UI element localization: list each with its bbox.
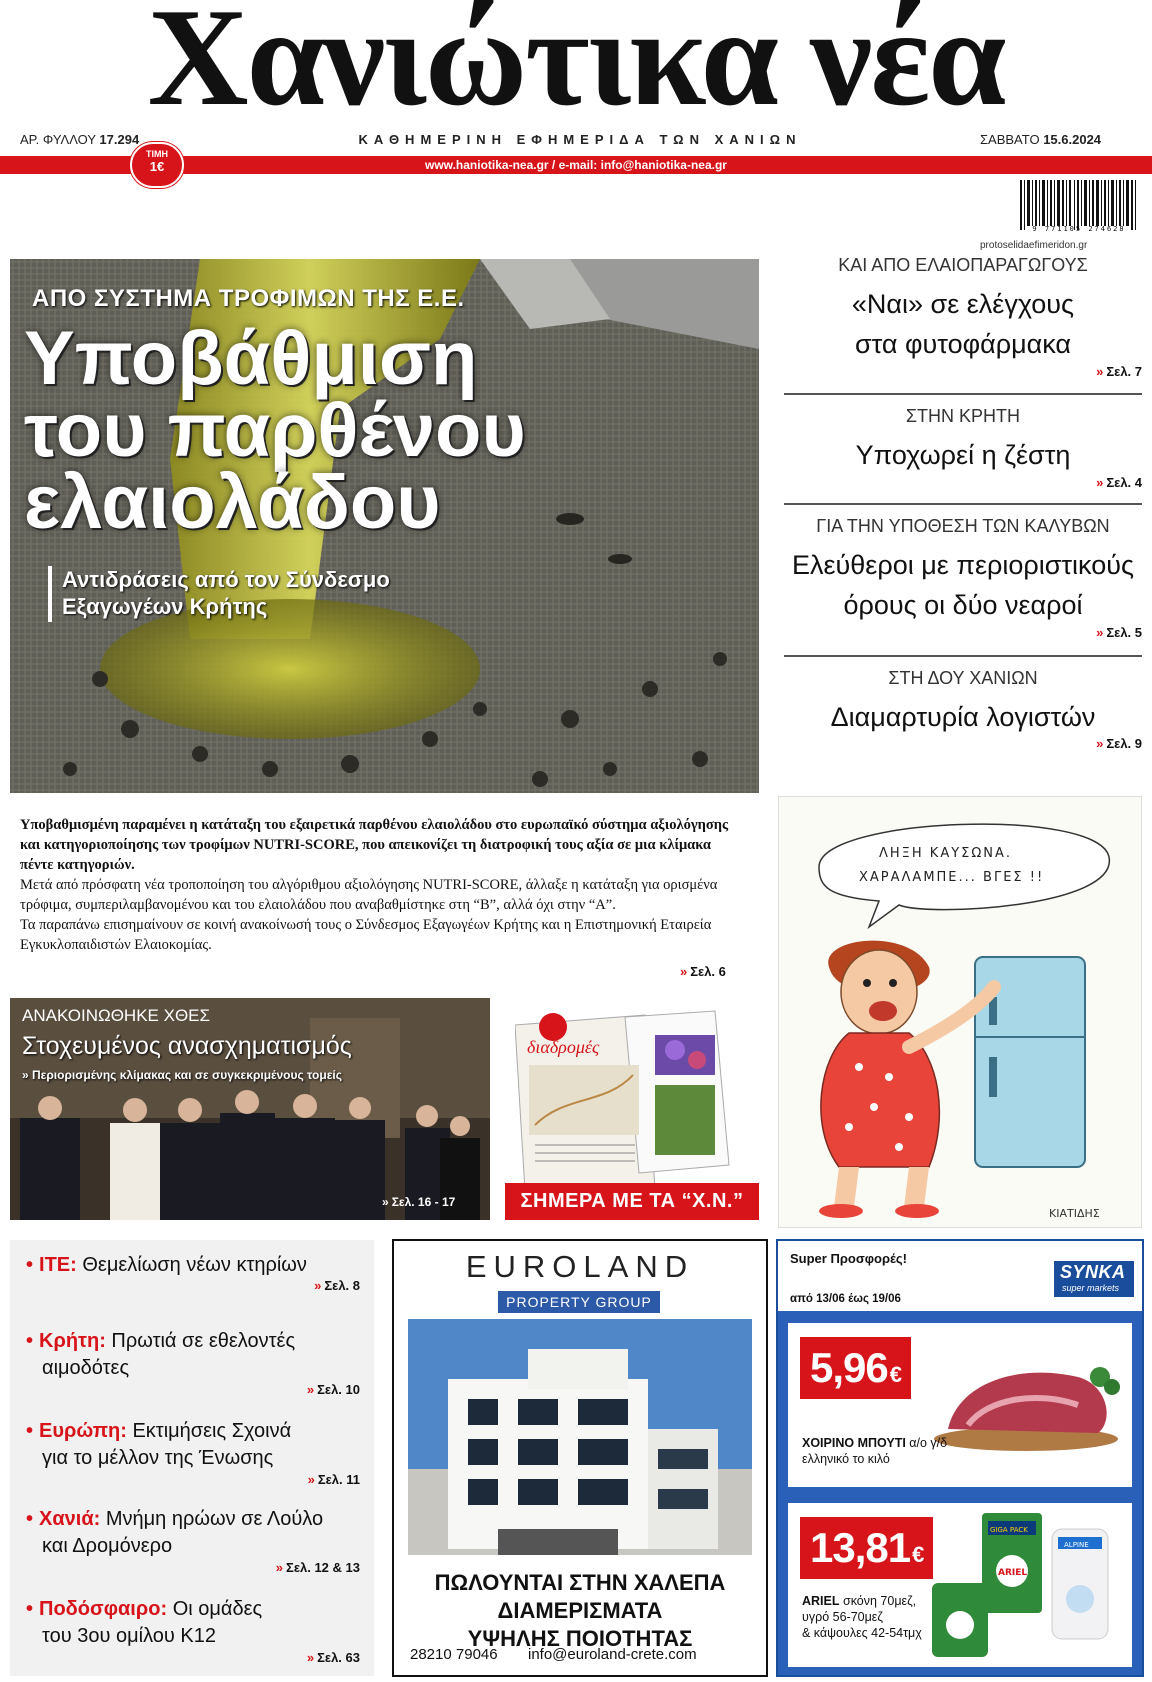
hero-story[interactable] bbox=[10, 259, 759, 793]
tagline: ΚΑΘΗΜΕΡΙΝΗ ΕΦΗΜΕΡΙΔΑ ΤΩΝ ΧΑΝΙΩΝ bbox=[358, 132, 802, 147]
brief-item-crete[interactable]: • Κρήτη: Πρωτιά σε εθελοντές αιμοδότες bbox=[26, 1330, 296, 1379]
reshuffle-page-ref[interactable]: » Σελ. 16 - 17 bbox=[382, 1195, 456, 1209]
lead-paragraph-1: Μετά από πρόσφατη νέα τροποποίηση του αλγόριθμου αξιολόγησης NUTRI-SCORE, άλλαξε η κατάταξη για ορισμένα τρόφιμα, συμπεριλαμβανομένου και του ελαιολάδου που αναβαθμίστηκε στη “Β”, αλλά όχι στην “Α”. bbox=[20, 877, 718, 913]
supplement-banner[interactable]: ΣΗΜΕΡΑ ΜΕ ΤΑ “Χ.Ν.” bbox=[505, 1183, 759, 1220]
price-tag: 13,81€ bbox=[800, 1517, 933, 1579]
arrow-icon: » bbox=[275, 1560, 284, 1575]
side-story-4[interactable] bbox=[784, 668, 1142, 737]
hero-subheadline: Αντιδράσεις από τον Σύνδεσμο Εξαγωγέων Κρήτης bbox=[62, 567, 390, 619]
lead-paragraph-2: Τα παραπάνω επισημαίνουν σε κοινή ανακοίνωσή τους ο Σύνδεσμος Εξαγωγέων Κρήτης και η Επιστημονική Εταιρεία Εγκυκλοπαιδιστών Ελαιοκομίας. bbox=[20, 917, 712, 953]
issue-date: ΣΑΒΒΑΤΟ 15.6.2024 bbox=[980, 132, 1102, 147]
side-story-2[interactable] bbox=[784, 406, 1142, 475]
side-story-3[interactable] bbox=[784, 516, 1142, 625]
brief-ref-chania[interactable]: » Σελ. 12 & 13 bbox=[275, 1560, 360, 1575]
side-story-kicker: ΣΤΗΝ ΚΡΗΤΗ bbox=[905, 406, 1021, 426]
euroland-ad[interactable] bbox=[392, 1239, 768, 1677]
price-tag: 5,96€ bbox=[800, 1337, 911, 1399]
side-story-kicker: ΣΤΗ ΔΟΥ ΧΑΝΙΩΝ bbox=[888, 668, 1038, 688]
product-detail: & κάψουλες 42-54τμχ bbox=[802, 1626, 922, 1640]
brief-ref-football[interactable]: » Σελ. 63 bbox=[306, 1650, 360, 1665]
reshuffle-headline: Στοχευμένος ανασχηματισμός bbox=[22, 1032, 352, 1060]
side-story-headline: Διαμαρτυρία λογιστών bbox=[830, 702, 1096, 732]
arrow-icon: » bbox=[307, 1472, 315, 1487]
side-story-4-ref[interactable]: » Σελ. 9 bbox=[1096, 736, 1142, 751]
product-card-pork[interactable] bbox=[788, 1323, 1132, 1487]
editorial-cartoon bbox=[778, 796, 1142, 1228]
ariel-variant: ALPINE bbox=[1064, 1541, 1089, 1549]
arrow-icon: » bbox=[306, 1650, 315, 1665]
price-badge bbox=[130, 142, 184, 188]
product-name: ARIEL σκόνη 70μεζ, bbox=[802, 1594, 917, 1608]
supplement-image bbox=[515, 1005, 759, 1191]
synka-ad[interactable] bbox=[776, 1239, 1144, 1677]
ariel-image bbox=[928, 1507, 1128, 1663]
product-card-ariel[interactable] bbox=[788, 1503, 1132, 1667]
synka-logo: SYNKA super markets bbox=[1054, 1261, 1134, 1297]
news-briefs bbox=[10, 1240, 374, 1676]
source-watermark: protoselidaefimeridon.gr bbox=[980, 240, 1088, 251]
euroland-phone[interactable]: 28210 79046 bbox=[410, 1646, 498, 1663]
lead-page-ref[interactable]: » Σελ. 6 bbox=[680, 964, 726, 979]
hero-sub-bar bbox=[48, 566, 52, 622]
brief-item-football[interactable]: • Ποδόσφαιρο: Οι ομάδες του 3ου ομίλου Κ12 bbox=[26, 1598, 263, 1647]
reshuffle-subheadline: » Περιορισμένης κλίμακας και σε συγκεκριμένους τομείς bbox=[22, 1068, 342, 1082]
brief-item-ite[interactable]: • ΙΤΕ: Θεμελίωση νέων κτηρίων bbox=[26, 1254, 307, 1276]
reshuffle-story[interactable] bbox=[10, 998, 490, 1220]
product-detail: υγρό 56-70μεζ bbox=[802, 1610, 883, 1624]
reshuffle-kicker: ΑΝΑΚΟΙΝΩΘΗΚΕ ΧΘΕΣ bbox=[22, 1006, 211, 1025]
arrow-icon: » bbox=[680, 964, 688, 979]
synka-dates: από 13/06 έως 19/06 bbox=[790, 1293, 901, 1305]
brief-item-chania[interactable]: • Χανιά: Μνήμη ηρώων σε Λούλο και Δρομόνερο bbox=[26, 1508, 324, 1557]
side-story-kicker: ΚΑΙ ΑΠΟ ΕΛΑΙΟΠΑΡΑΓΩΓΟΥΣ bbox=[838, 255, 1088, 275]
bullet-icon: • bbox=[26, 1330, 34, 1352]
euroland-building-photo bbox=[408, 1319, 752, 1555]
lead-article-text bbox=[20, 815, 748, 955]
ariel-brand-1: ARIEL bbox=[998, 1568, 1028, 1578]
side-story-1-ref[interactable]: » Σελ. 7 bbox=[1096, 364, 1142, 379]
brief-ref-ite[interactable]: » Σελ. 8 bbox=[314, 1278, 360, 1293]
lead-intro: Υποβαθμισμένη παραμένει η κατάταξη του εξαιρετικά παρθένου ελαιολάδου στο ευρωπαϊκό σύστημα αξιολόγησης και κατηγοριοποίησης των τροφίμων NUTRI-SCORE, που απεικονίζει τη διατροφική τους αξία σε μια κλίμακα πέντε κατηγοριών. bbox=[20, 817, 729, 873]
contact-line: www.haniotika-nea.gr / e-mail: info@haniotika-nea.gr bbox=[425, 158, 727, 172]
arrow-icon: » bbox=[1096, 625, 1104, 640]
side-story-1[interactable] bbox=[784, 255, 1142, 364]
bullet-icon: • bbox=[26, 1598, 34, 1620]
arrow-icon: » bbox=[382, 1195, 389, 1209]
bullet-icon: • bbox=[26, 1508, 34, 1530]
side-story-3-ref[interactable]: » Σελ. 5 bbox=[1096, 625, 1142, 640]
issue-number: ΑΡ. ΦΥΛΛΟΥ 17.294 bbox=[20, 132, 140, 147]
brief-ref-europe[interactable]: » Σελ. 11 bbox=[307, 1472, 360, 1487]
arrow-icon: » bbox=[1096, 736, 1104, 751]
cartoon-bubble-line-1: ΛΗΞΗ ΚΑΥΣΩΝΑ. bbox=[879, 846, 1013, 861]
hero-headline: Υποβάθμιση του παρθένου ελαιολάδου bbox=[24, 316, 526, 545]
synka-header bbox=[778, 1241, 1142, 1311]
euroland-logo: EUROLAND bbox=[465, 1249, 695, 1284]
product-detail: ελληνικό το κιλό bbox=[802, 1452, 890, 1466]
supplement-cover[interactable] bbox=[515, 1005, 759, 1191]
divider bbox=[784, 655, 1142, 657]
bullet-icon: • bbox=[26, 1420, 34, 1442]
barcode-digits: 9 771105 274628 bbox=[1032, 225, 1126, 233]
brief-item-europe[interactable]: • Ευρώπη: Εκτιμήσεις Σχοινά για το μέλλον της Ένωσης bbox=[26, 1420, 292, 1469]
pork-image bbox=[928, 1343, 1124, 1451]
euroland-group: PROPERTY GROUP bbox=[498, 1291, 660, 1313]
euroland-line-2: ΔΙΑΜΕΡΙΣΜΑΤΑ bbox=[497, 1598, 663, 1623]
side-story-kicker: ΓΙΑ ΤΗΝ ΥΠΟΘΕΣΗ ΤΩΝ ΚΑΛΥΒΩΝ bbox=[816, 516, 1110, 536]
cartoon-drawing bbox=[779, 797, 1142, 1228]
bullet-icon: • bbox=[26, 1254, 34, 1276]
divider bbox=[784, 503, 1142, 505]
hero-kicker: ΑΠΟ ΣΥΣΤΗΜΑ ΤΡΟΦΙΜΩΝ ΤΗΣ Ε.Ε. bbox=[32, 285, 465, 312]
newspaper-masthead: Χανιώτικα νέα bbox=[147, 0, 1005, 135]
brief-ref-crete[interactable]: » Σελ. 10 bbox=[306, 1382, 360, 1397]
cartoon-bubble-line-2: ΧΑΡΑΛΑΜΠΕ... ΒΓΕΣ !! bbox=[859, 870, 1045, 885]
arrow-icon: » bbox=[314, 1278, 322, 1293]
ariel-pack-label: GIGA PACK bbox=[990, 1526, 1028, 1534]
price-label: ΤΙΜΗ bbox=[146, 149, 168, 159]
cartoon-signature: ΚΙΑΤΙΔΗΣ bbox=[1049, 1207, 1100, 1220]
arrow-icon: » bbox=[1096, 364, 1104, 379]
synka-title: Super Προσφορές! bbox=[790, 1251, 907, 1266]
divider bbox=[784, 393, 1142, 395]
arrow-icon: » bbox=[306, 1382, 315, 1397]
supplement-masthead: διαδρομές bbox=[527, 1037, 600, 1057]
euroland-line-3: ΥΨΗΛΗΣ ΠΟΙΟΤΗΤΑΣ bbox=[467, 1626, 693, 1651]
price-value: 1€ bbox=[149, 159, 165, 174]
side-story-headline: «Ναι» σε ελέγχους στα φυτοφάρμακα bbox=[851, 289, 1075, 359]
arrow-icon: » bbox=[1096, 475, 1104, 490]
side-story-headline: Υποχωρεί η ζέστη bbox=[855, 440, 1071, 470]
side-story-headline: Ελεύθεροι με περιοριστικούς όρους οι δύο νεαροί bbox=[791, 550, 1135, 620]
euroland-email[interactable]: info@euroland-crete.com bbox=[528, 1646, 697, 1663]
euroland-line-1: ΠΩΛΟΥΝΤΑΙ ΣΤΗΝ ΧΑΛΕΠΑ bbox=[434, 1570, 726, 1595]
side-story-2-ref[interactable]: » Σελ. 4 bbox=[1096, 475, 1142, 490]
product-name: ΧΟΙΡΙΝΟ ΜΠΟΥΤΙ α/ο γ/δ bbox=[802, 1436, 948, 1450]
